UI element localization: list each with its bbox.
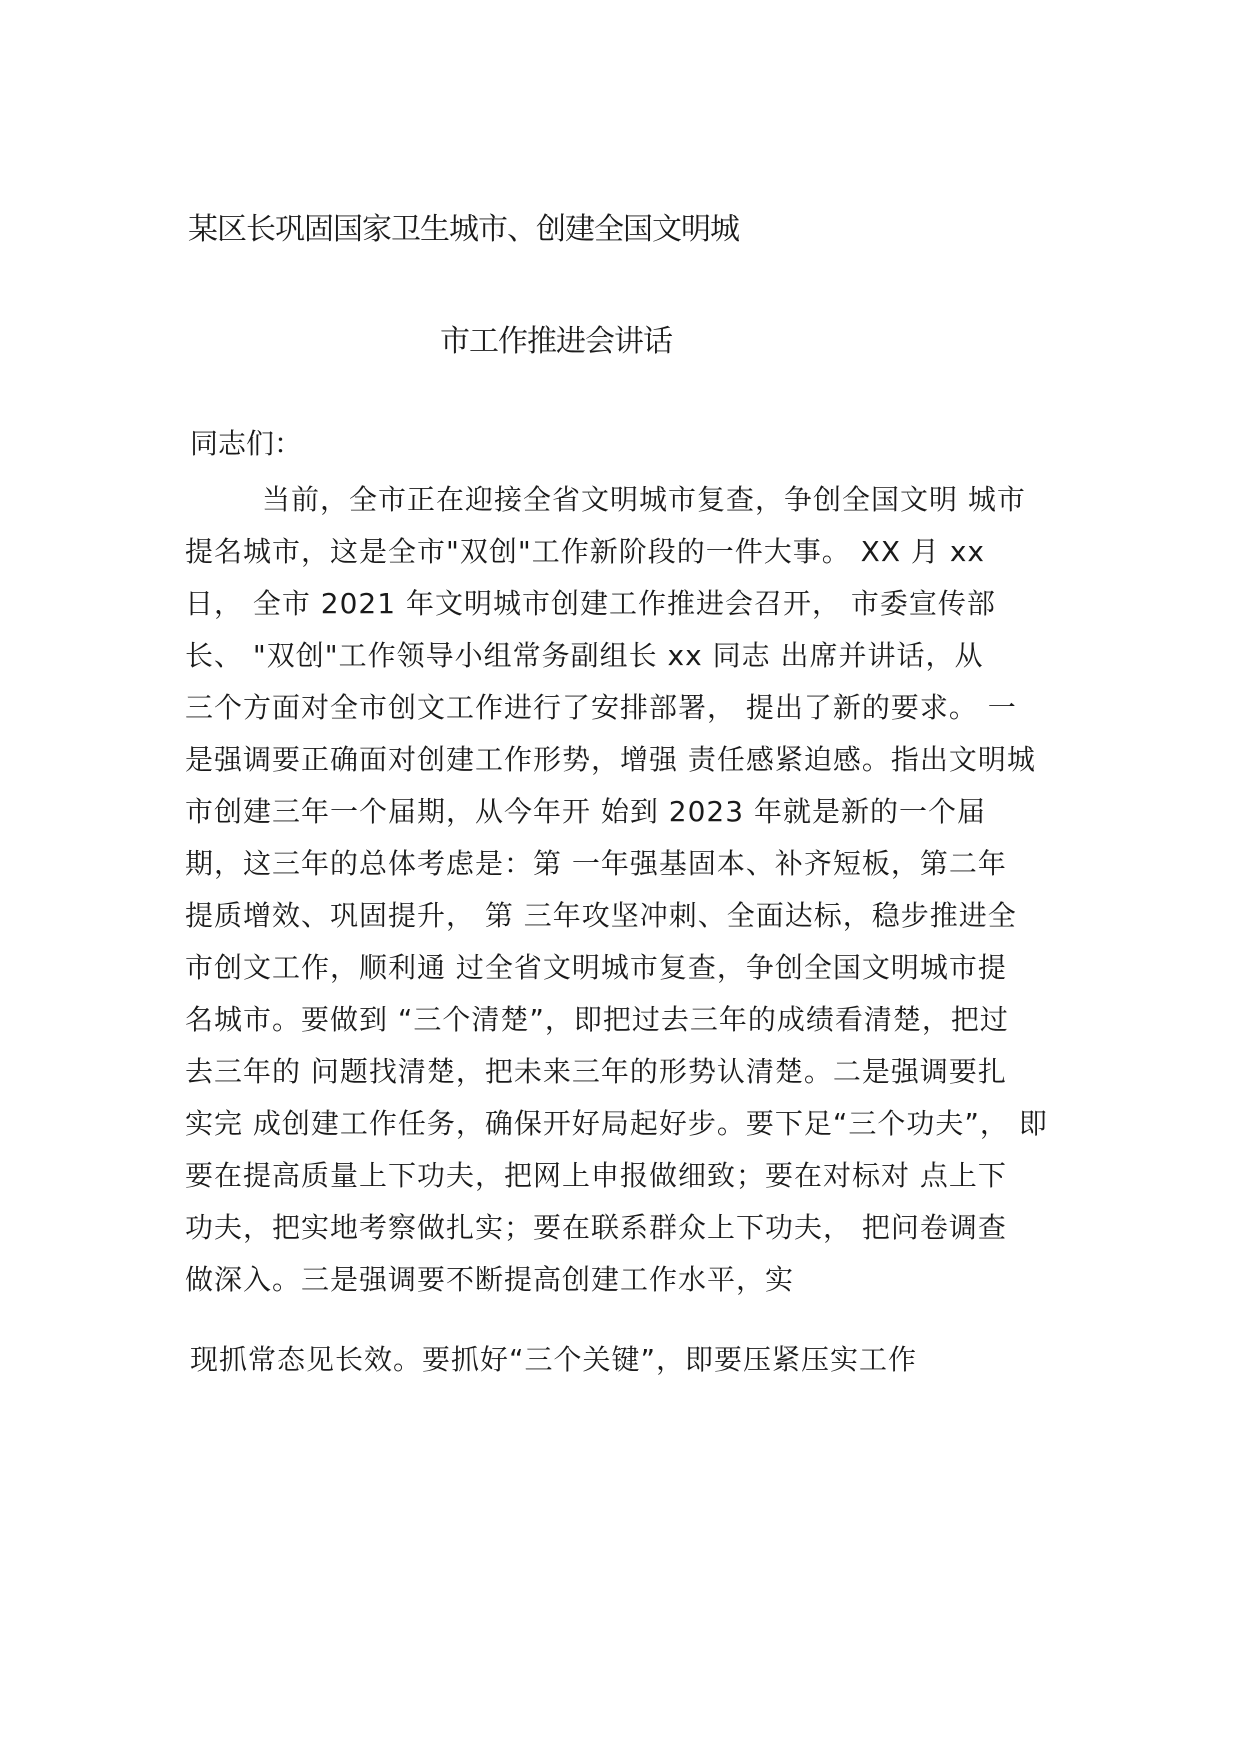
body-line: 功夫，把实地考察做扎实；要在联系群众上下功夫， 把问卷调查 bbox=[185, 1211, 1007, 1244]
body-line: 期，这三年的总体考虑是：第 一年强基固本、补齐短板，第二年 bbox=[185, 847, 1007, 880]
body-line: 市创建三年一个届期，从今年开 始到 2023 年就是新的一个届 bbox=[185, 795, 986, 828]
document-title-line-2: 市工作推进会讲话 bbox=[440, 324, 672, 359]
salutation: 同志们： bbox=[190, 427, 303, 460]
body-line: 日， 全市 2021 年文明城市创建工作推进会召开， 市委宣传部 bbox=[185, 587, 996, 620]
document-title-line-1: 某区长巩固国家卫生城市、创建全国文明城 bbox=[188, 212, 739, 247]
body-line: 当前，全市正在迎接全省文明城市复查，争创全国文明 城市 bbox=[262, 483, 1026, 516]
body-line: 提质增效、巩固提升， 第 三年攻坚冲刺、全面达标，稳步推进全 bbox=[185, 899, 1017, 932]
body-line: 提名城市，这是全市"双创"工作新阶段的一件大事。 XX 月 xx bbox=[185, 535, 985, 568]
body-line: 是强调要正确面对创建工作形势，增强 责任感紧迫感。指出文明城 bbox=[185, 743, 1036, 776]
body-line: 长、 "双创"工作领导小组常务副组长 xx 同志 出席并讲话，从 bbox=[185, 639, 984, 672]
body-line: 现抓常态见长效。要抓好“三个关键”，即要压紧压实工作 bbox=[190, 1343, 918, 1376]
body-line: 做深入。三是强调要不断提高创建工作水平，实 bbox=[185, 1263, 795, 1296]
body-line: 市创文工作，顺利通 过全省文明城市复查，争创全国文明城市提 bbox=[185, 951, 1007, 984]
body-line: 去三年的 问题找清楚，把未来三年的形势认清楚。二是强调要扎 bbox=[185, 1055, 1007, 1088]
body-line: 要在提高质量上下功夫，把网上申报做细致；要在对标对 点上下 bbox=[185, 1159, 1007, 1192]
body-line: 实完 成创建工作任务，确保开好局起好步。要下足“三个功夫”， 即 bbox=[185, 1107, 1048, 1140]
body-line: 三个方面对全市创文工作进行了安排部署， 提出了新的要求。 一 bbox=[185, 691, 1017, 724]
body-line: 名城市。要做到 “三个清楚”，即把过去三年的成绩看清楚，把过 bbox=[185, 1003, 1009, 1036]
